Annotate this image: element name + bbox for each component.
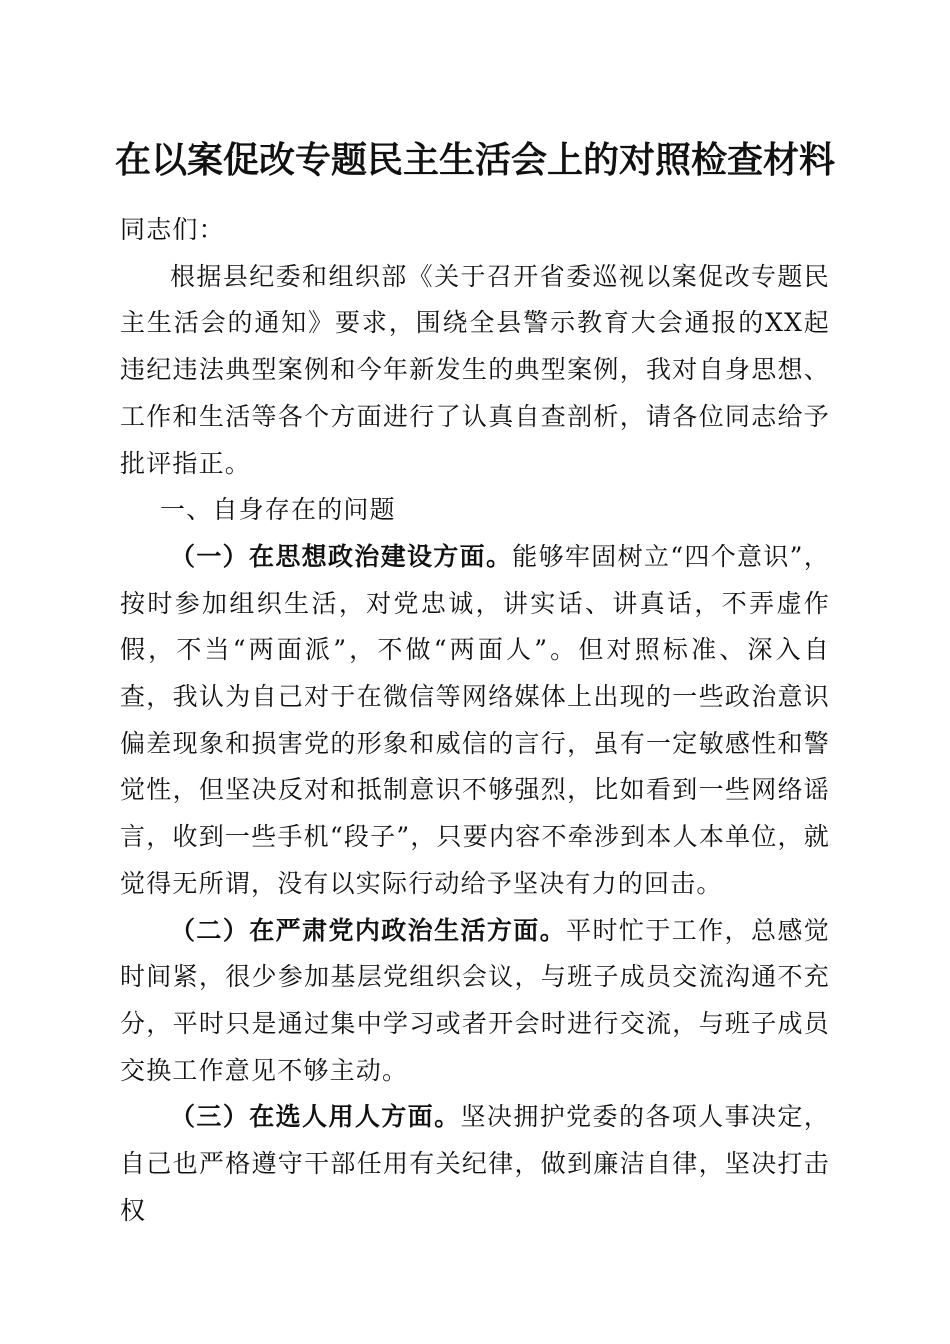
paragraph-item-3 (120, 1094, 830, 1234)
item-2-text: 平时忙于工作，总感觉时间紧，很少参加基层党组织会议，与班子成员交流沟通不充分，平时只是通过集中学习或者开会时进行交流，与班子成员交换工作意见不够主动。 (120, 915, 830, 1085)
paragraph-item-2 (120, 908, 830, 1095)
intro-paragraph: 根据县纪委和组织部《关于召开省委巡视以案促改专题民主生活会的通知》要求，围绕全县警示教育大会通报的XX起违纪违法典型案例和今年新发生的典型案例，我对自身思想、工作和生活等各个方面进行了认真自查剖析，请各位同志给予批评指正。 (120, 261, 830, 478)
item-1-heading: （一）在思想政治建设方面。 (170, 541, 513, 571)
section-heading: 一、自身存在的问题 (160, 495, 396, 525)
salutation: 同志们： (120, 215, 225, 244)
paragraph-item-1 (120, 534, 830, 908)
item-2-heading: （二）在严肃党内政治生活方面。 (170, 915, 567, 945)
item-1-text: 能够牢固树立“四个意识”，按时参加组织生活，对党忠诚，讲实话、讲真话，不弄虚作假，不当“两面派”，不做“两面人”。但对照标准、深入自查，我认为自己对于在微信等网络媒体上出现的一些政治意识偏差现象和损害党的形象和威信的言行，虽有一定敏感性和警觉性，但坚决反对和抵制意识不够强烈，比如看到一些网络谣言，收到一些手机“段子”，只要内容不牵涉到本人本单位，就觉得无所谓，没有以实际行动给予坚决有力的回击。 (120, 541, 830, 898)
item-3-heading: （三）在选人用人方面。 (170, 1102, 461, 1132)
item-3-text: 坚决拥护党委的各项人事决定，自己也严格遵守干部任用有关纪律，做到廉洁自律，坚决打击权 (120, 1102, 831, 1225)
document-body (120, 207, 830, 1234)
document-title: 在以案促改专题民主生活会上的对照检查材料 (114, 139, 835, 181)
